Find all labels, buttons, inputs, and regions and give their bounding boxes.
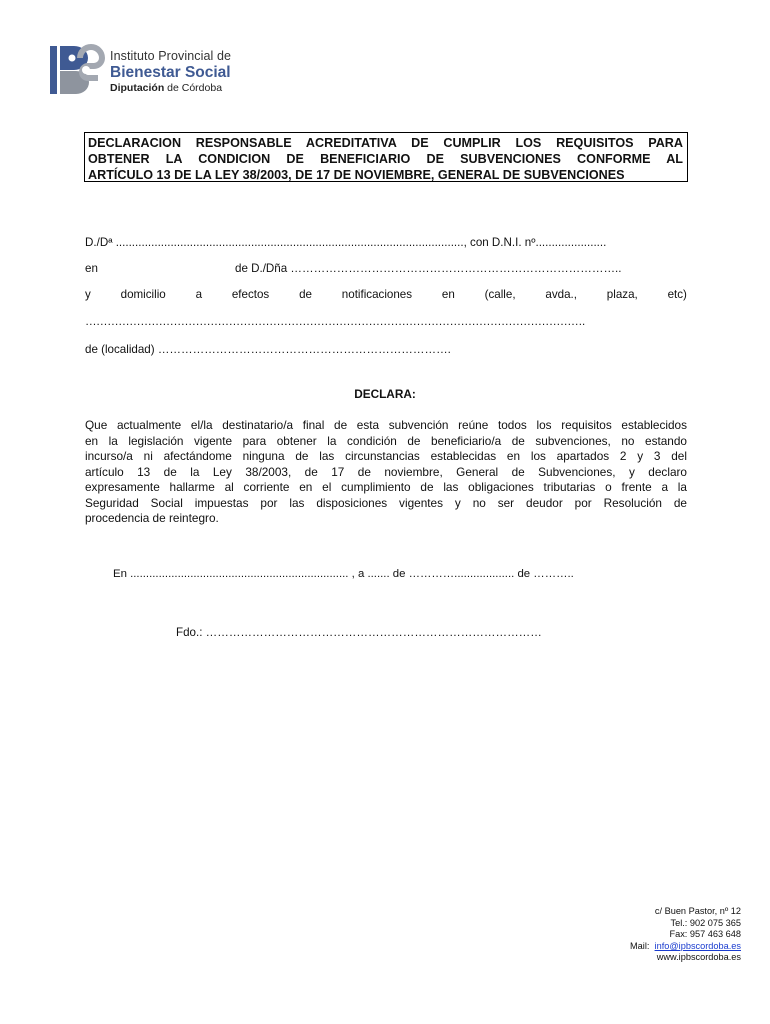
title-line-2: OBTENER LA CONDICION DE BENEFICIARIO DE SUBVENCIONES CONFORME AL xyxy=(88,152,683,166)
name-dni-field[interactable]: D./Dª ............................................................................................................, con D.N.I. nº...................... xyxy=(85,236,607,249)
domicile-word: plaza, xyxy=(606,288,638,301)
paragraph-line: artículo 13 de la Ley 38/2003, de 17 de noviembre, General de Subvenciones, y declaro xyxy=(85,464,687,479)
ipbs-logo-mark xyxy=(50,46,102,94)
paragraph-line: expresamente hallarme al corriente en el cumplimiento de las obligaciones tributarias o frente a la xyxy=(85,480,687,494)
domicile-word: avda., xyxy=(545,288,577,301)
title-line-1: DECLARACION RESPONSABLE ACREDITATIVA DE CUMPLIR LOS REQUISITOS PARA xyxy=(88,136,683,150)
domicile-word: notificaciones xyxy=(341,288,413,301)
footer-mail-line xyxy=(630,941,741,953)
footer-tel: Tel.: 902 075 365 xyxy=(670,917,741,928)
paragraph-line: procedencia de reintegro. xyxy=(85,511,219,525)
declara-heading: DECLARA: xyxy=(354,387,416,401)
domicile-word: de xyxy=(299,288,312,301)
domicile-word: en xyxy=(441,288,455,301)
footer-mail-label: Mail: xyxy=(630,940,650,951)
address-field[interactable]: ………………………………………………………………………………………………………………………. xyxy=(85,315,585,328)
paragraph-line: incurso/a ni afectándome ninguna de las circunstancias establecidas en los apartados 2 y 3 del xyxy=(85,449,687,463)
footer-web: www.ipbscordoba.es xyxy=(656,952,741,963)
representation-field[interactable] xyxy=(85,262,687,275)
declaration-paragraph xyxy=(85,418,687,527)
logo-line-3: Diputación de Córdoba xyxy=(110,82,223,94)
contact-footer xyxy=(630,906,741,964)
domicile-word: domicilio xyxy=(120,288,166,301)
domicile-word: efectos xyxy=(231,288,270,301)
place-date-field[interactable]: En ..................................................................... , a ....... de …………................... de ……….. xyxy=(113,568,574,580)
paragraph-line: en la legislación vigente para obtener la condición de beneficiario/a de subvenciones, no estando xyxy=(85,433,687,448)
paragraph-line: Que actualmente el/la destinatario/a final de esta subvención reúne todos los requisitos establecidos xyxy=(85,418,687,432)
locality-field[interactable]: de (localidad) …………………………………………………………………. xyxy=(85,343,451,356)
logo-line-1: Instituto Provincial de xyxy=(110,49,232,63)
footer-address: c/ Buen Pastor, nº 12 xyxy=(654,906,741,916)
paragraph-line: Seguridad Social impuestas por las disposiciones vigentes y no ser deudor por Resolución de xyxy=(85,495,687,510)
row2-en: en xyxy=(85,262,98,275)
domicile-word: y xyxy=(85,288,91,301)
title-line-3: ARTÍCULO 13 DE LA LEY 38/2003, DE 17 DE NOVIEMBRE, GENERAL DE SUBVENCIONES xyxy=(88,168,625,182)
logo-line-2: Bienestar Social xyxy=(110,63,231,81)
signature-field[interactable]: Fdo.: …………………………………………………………………………… xyxy=(176,626,542,639)
footer-mail-link[interactable]: info@ipbscordoba.es xyxy=(654,940,741,951)
domicile-word: etc) xyxy=(667,288,687,301)
row2-representative: de D./Dña ………………………………………………………………………….. xyxy=(235,262,622,275)
domicile-row xyxy=(85,288,687,301)
domicile-word: a xyxy=(195,288,203,301)
ipbs-logo-text xyxy=(110,50,231,94)
domicile-word: (calle, xyxy=(484,288,516,301)
document-title xyxy=(84,132,688,182)
footer-fax: Fax: 957 463 648 xyxy=(669,929,741,940)
